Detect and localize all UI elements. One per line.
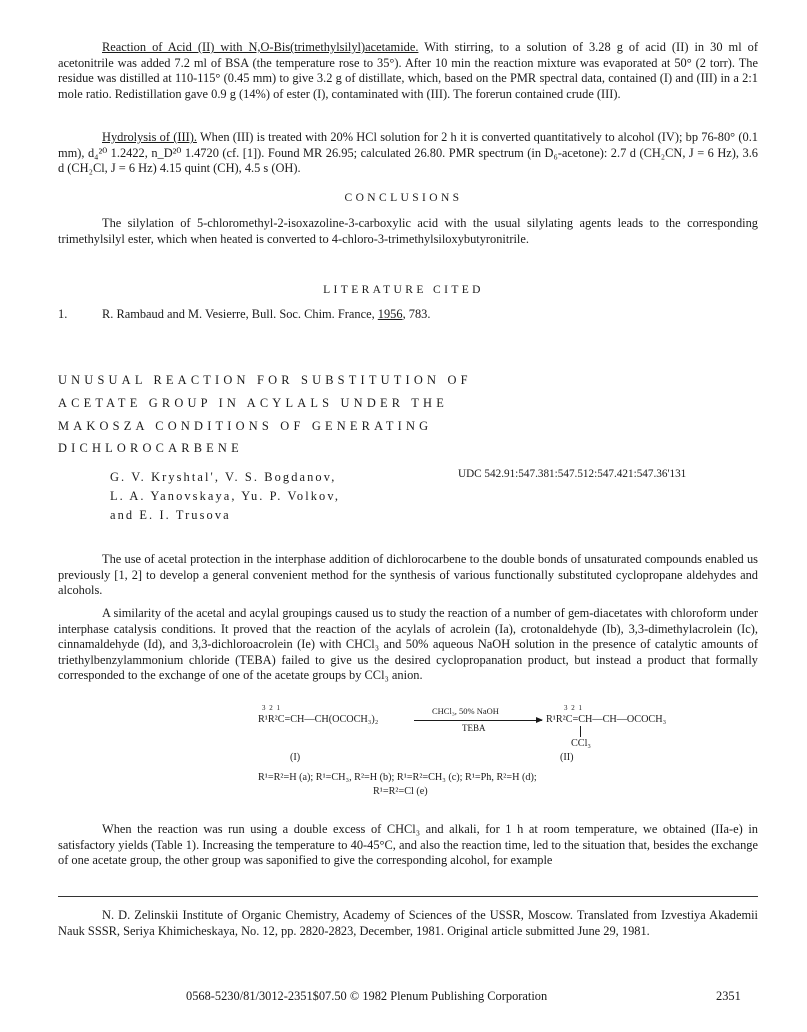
author-line: L. A. Yanovskaya, Yu. P. Volkov, [110,489,341,503]
reactant-label: (I) [290,752,301,763]
footnote: N. D. Zelinskii Institute of Organic Chemistry, Academy of Sciences of the USSR, Moscow. Translated from Izvestiya Akademii Nauk SSSR, Seriya Khimicheskaya, No. 12, pp. 2820-2823, December, 1981. Original article submitted June 29, 1981. [58,908,758,938]
substituent-definitions-continued: R¹=R²=Cl (e) [373,786,428,797]
reactant-formula: R¹R²C=CH—CH(OCOCH₃)₂ [258,714,379,725]
paragraph-after-scheme: When the reaction was run using a double excess of CHCl₃ and alkali, for 1 h at room temperature, we obtained (IIa-e) in satisfactory yields (Table 1). Increasing the temperature to 40-45°C, and also the reaction time, led to the situation that, besides the exchange of one acetate group, the other group was saponified to give the corresponding alcohol, for example [58,822,758,868]
udc-code: UDC 542.91:547.381:547.512:547.421:547.36'131 [458,468,687,480]
product-substituent: CCl₃ [571,738,591,749]
page-number: 2351 [716,989,741,1003]
reference-year: 1956 [377,307,403,321]
reference-text [102,307,430,322]
reference-number: 1. [58,307,68,321]
reaction-catalyst: TEBA [462,723,486,733]
paragraph-heading: Hydrolysis of (III). [102,130,197,144]
paragraph-text: When (III) is treated with 20% HCl solution for 2 h it is converted quantitatively to alcohol (IV); bp 76-80° (0.1 mm), d₄²⁰ 1.2422, n_D²⁰ 1.4720 (cf. [1]). Found MR 26.95; calculated 26.80. PMR spectrum (in D₆-acetone): 2.7 d (CH₂CN, J = 6 Hz), 3.6 d (CH₂Cl, J = 6 Hz) 4.15 quint (CH), 4.5 s (OH). [58,130,758,176]
reference-pages: , 783. [402,307,431,321]
conclusions-heading: CONCLUSIONS [344,192,463,204]
author-list [110,468,440,525]
product-label: (II) [560,752,574,763]
reference-authors: R. Rambaud and M. Vesierre, Bull. Soc. Chim. France, [102,307,378,321]
footnote-divider [58,896,758,897]
paragraph-text: With stirring, to a solution of 3.28 g of acid (II) in 30 ml of acetonitrile was added 7.2 ml of BSA (the temperature rose to 35°). After 10 min the reaction mixture was evaporated at 50° (2 torr). The residue was distilled at 110-115° (0.45 mm) to give 3.2 g of distillate, which, based on the PMR spectral data, contained (I) and (III) in a 2:1 mole ratio. Redistillation gave 0.9 g (14%) of ester (I), contaminated with (III). The forerun contained crude (III). [58,40,758,101]
copyright-line: 0568-5230/81/3012-2351$07.50 © 1982 Plenum Publishing Corporation [186,989,548,1003]
reaction-scheme [0,706,807,824]
reaction-conditions: CHCl₃, 50% NaOH [432,706,499,716]
product-formula: R¹R²C=CH—CH—OCOCH₃ [546,714,667,725]
author-line: G. V. Kryshtal', V. S. Bogdanov, [110,470,337,484]
product-locants: 3 2 1 [564,704,583,712]
author-line: and E. I. Trusova [110,508,231,522]
paragraph-hydrolysis [58,130,758,177]
literature-heading: LITERATURE CITED [323,284,484,296]
reaction-arrow [414,720,542,721]
article-title: UNUSUAL REACTION FOR SUBSTITUTION OF ACETATE GROUP IN ACYLALS UNDER THE MAKOSZA CONDITIONS OF GENERATING DICHLOROCARBENE [58,373,472,456]
paragraph-reaction-of-acid [58,40,758,102]
intro-paragraph-1: The use of acetal protection in the interphase addition of dichlorocarbene to the double bonds of unsaturated compounds enabled us previously [1, 2] to develop a general convenient method for the synthesis of various functionally substituted cyclopropane aldehydes and alcohols. [58,552,758,598]
bond-line [580,726,581,737]
intro-paragraph-2: A similarity of the acetal and acylal groupings caused us to study the reaction of a number of gem-diacetates with chloroform under interphase catalysis conditions. It proved that the reaction of the acylals of acrolein (Ia), crotonaldehyde (Ib), 3,3-dimethylacrolein (Ic), cinnamaldehyde (Id), and 3,3-dichloroacrolein (Ie) with CHCl₃ and 50% aqueous NaOH solution in the presence of catalytic amounts of triethylbenzylammonium chloride (TEBA) failed to give us the desired cyclopropanation product, but instead a product that formally corresponded to the exchange of one of the acetate groups by CCl₃ anion. [58,606,758,683]
reactant-locants: 3 2 1 [262,704,281,712]
conclusions-text: The silylation of 5-chloromethyl-2-isoxazoline-3-carboxylic acid with the usual silylating agents leads to the corresponding trimethylsilyl ester, which when heated is converted to 4-chloro-3-trimethylsiloxybutyronitrile. [58,216,758,246]
substituent-definitions: R¹=R²=H (a); R¹=CH₃, R²=H (b); R¹=R²=CH₃ (c); R¹=Ph, R²=H (d); [258,772,537,783]
paragraph-heading: Reaction of Acid (II) with N,O-Bis(trimethylsilyl)acetamide. [102,40,419,54]
